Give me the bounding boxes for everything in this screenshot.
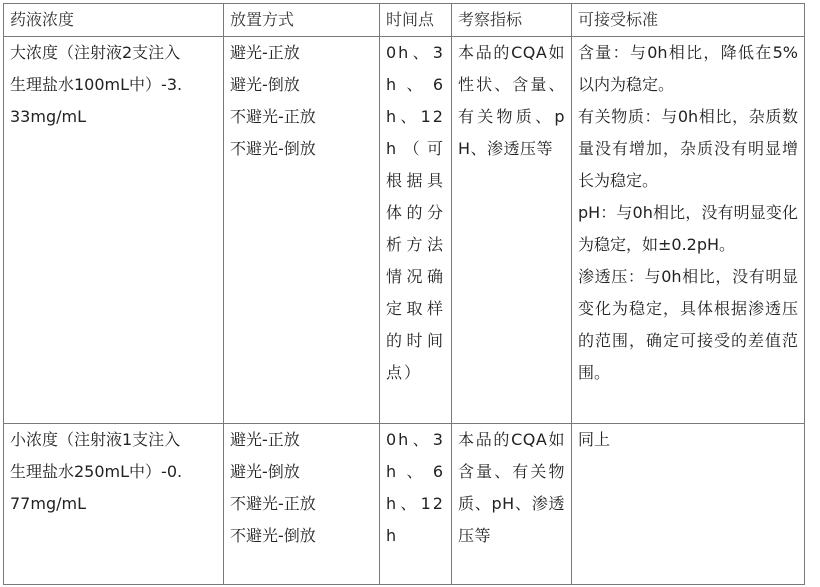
criteria-paragraph: 含量：与0h相比，降低在5%以内为稳定。 <box>578 43 798 94</box>
header-placement: 放置方式 <box>224 4 380 37</box>
timepoint-cell <box>380 37 452 424</box>
indicators-text: 本品的CQA如含量、有关物质、pH、渗透压等 <box>458 430 565 545</box>
stability-table <box>3 3 805 585</box>
placement-cell <box>224 424 380 585</box>
criteria-paragraph: pH：与0h相比，没有明显变化为稳定，如±0.2pH。 <box>578 203 798 254</box>
placement-item: 避光-正放 <box>230 430 300 449</box>
indicators-text: 本品的CQA如性状、含量、有关物质、pH、渗透压等 <box>458 43 565 158</box>
indicators-cell <box>452 37 572 424</box>
placement-item: 避光-倒放 <box>230 75 300 94</box>
concentration-line: 33mg/mL <box>10 107 86 126</box>
timepoint-text: 0h、3h、6h、12h（可根据具体的分析方法情况确定取样的时间点） <box>386 43 445 382</box>
header-indicators: 考察指标 <box>452 4 572 37</box>
criteria-cell <box>572 424 805 585</box>
criteria-paragraph: 有关物质：与0h相比，杂质数量没有增加，杂质没有明显增长为稳定。 <box>578 107 798 190</box>
criteria-paragraph: 同上 <box>578 430 611 449</box>
table-row <box>4 424 805 585</box>
concentration-line: 生理盐水250mL中）-0. <box>10 462 183 481</box>
concentration-cell <box>4 424 224 585</box>
placement-item: 不避光-正放 <box>230 494 316 513</box>
placement-item: 不避光-倒放 <box>230 139 316 158</box>
concentration-line: 小浓度（注射液1支注入 <box>10 430 181 449</box>
concentration-line: 生理盐水100mL中）-3. <box>10 75 183 94</box>
concentration-line: 大浓度（注射液2支注入 <box>10 43 181 62</box>
table-header-row <box>4 4 805 37</box>
placement-item: 不避光-倒放 <box>230 526 316 545</box>
criteria-paragraph: 渗透压：与0h相比，没有明显变化为稳定，具体根据渗透压的范围，确定可接受的差值范围。 <box>578 267 798 382</box>
table-row <box>4 37 805 424</box>
indicators-cell <box>452 424 572 585</box>
timepoint-text: 0h、3h、6h、12h <box>386 430 445 545</box>
header-criteria: 可接受标准 <box>572 4 805 37</box>
concentration-cell <box>4 37 224 424</box>
concentration-line: 77mg/mL <box>10 494 86 513</box>
placement-item: 不避光-正放 <box>230 107 316 126</box>
header-timepoint: 时间点 <box>380 4 452 37</box>
placement-item: 避光-倒放 <box>230 462 300 481</box>
header-concentration: 药液浓度 <box>4 4 224 37</box>
placement-cell <box>224 37 380 424</box>
placement-item: 避光-正放 <box>230 43 300 62</box>
criteria-cell <box>572 37 805 424</box>
timepoint-cell <box>380 424 452 585</box>
